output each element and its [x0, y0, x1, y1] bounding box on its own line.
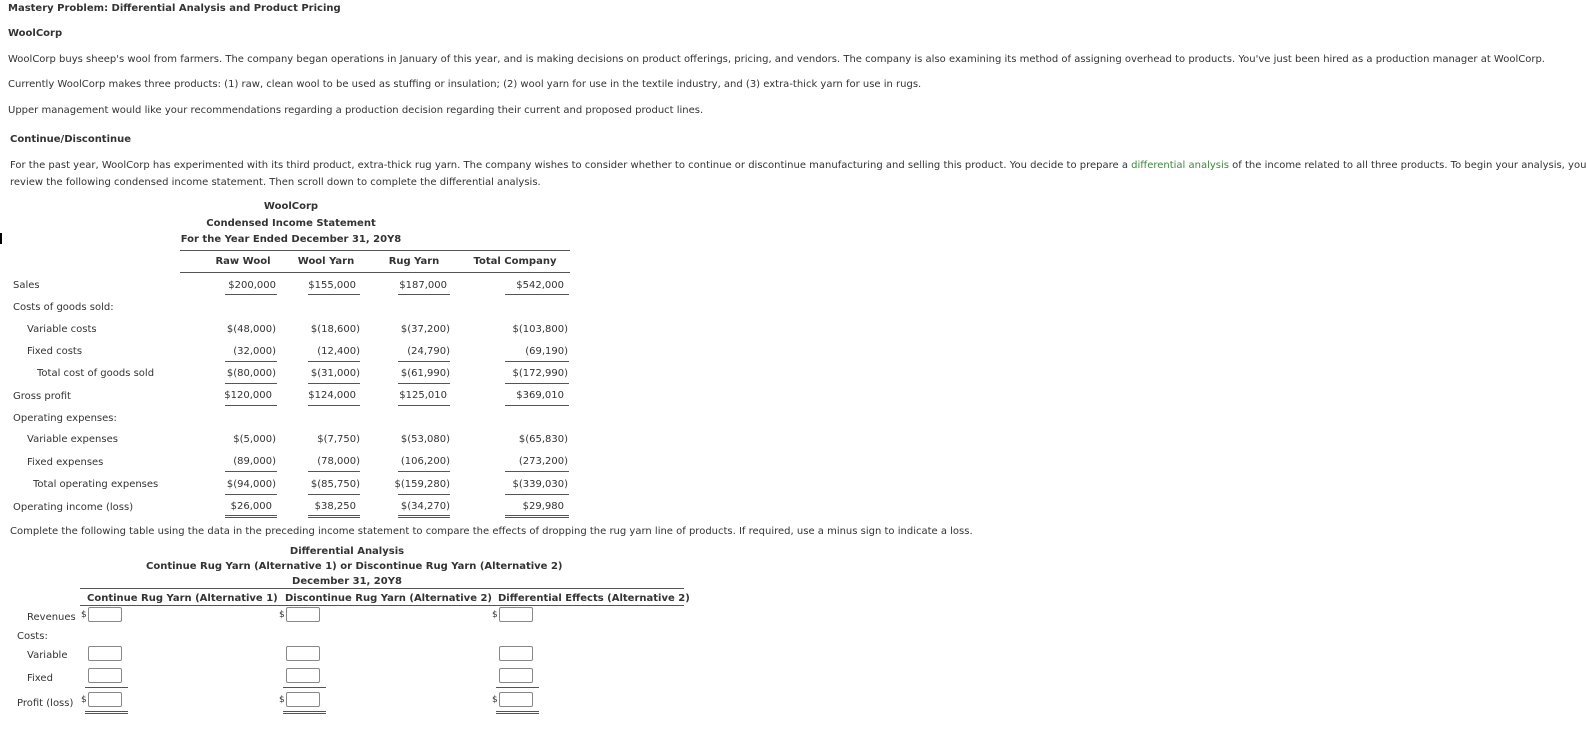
- row-label-total-cogs: Total cost of goods sold: [37, 368, 155, 379]
- var-costs-wool-yarn: $(18,600): [310, 324, 360, 335]
- rule-fixed-1: [85, 687, 128, 688]
- rule-fc-2: [308, 361, 360, 362]
- col-rug-yarn: Rug Yarn: [388, 256, 440, 267]
- rule-oi-2b: [308, 517, 360, 518]
- rule-sales-2: [308, 294, 360, 295]
- rule-sales-3: [398, 294, 450, 295]
- section-paragraph-line2: review the following condensed income statement. Then scroll down to complete the differential analysis.: [10, 177, 541, 188]
- diff-label-variable: Variable: [27, 650, 68, 661]
- instruction-text: Complete the following table using the data in the preceding income statement to compare the effects of dropping the rug yarn line of products. If required, use a minus sign to indicate a loss.: [10, 526, 973, 537]
- total-cogs-rug-yarn: $(61,990): [400, 368, 450, 379]
- is-title-period: For the Year Ended December 31, 20Y8: [180, 234, 402, 245]
- var-costs-total: $(103,800): [512, 324, 568, 335]
- rule-sales-1: [225, 294, 277, 295]
- fixed-exp-total: (273,200): [518, 456, 568, 467]
- total-cogs-raw-wool: $(80,000): [226, 368, 276, 379]
- gross-profit-wool-yarn: $124,000: [308, 390, 356, 401]
- rule-profit-2a: [283, 711, 326, 712]
- rule-gp-3: [398, 405, 450, 406]
- company-heading: WoolCorp: [8, 28, 63, 39]
- rule-to-4: [505, 494, 569, 495]
- rule-oi-1b: [225, 517, 277, 518]
- row-label-op-income: Operating income (loss): [13, 502, 134, 513]
- row-label-var-exp: Variable expenses: [27, 434, 118, 445]
- total-cogs-total: $(172,990): [512, 368, 568, 379]
- rule-fc-3: [398, 361, 450, 362]
- variable-alt2-input[interactable]: [286, 646, 320, 661]
- diff-label-revenues: Revenues: [27, 612, 76, 623]
- row-label-sales: Sales: [13, 280, 40, 291]
- var-costs-rug-yarn: $(37,200): [400, 324, 450, 335]
- diff-title: Differential Analysis: [289, 546, 405, 557]
- revenues-alt2-input[interactable]: [286, 607, 320, 622]
- rule-fixed-3: [496, 687, 539, 688]
- variable-effect-input[interactable]: [499, 646, 533, 661]
- sales-wool-yarn: $155,000: [308, 280, 356, 291]
- rule-fixed-2: [283, 687, 326, 688]
- row-label-opex: Operating expenses:: [13, 413, 117, 424]
- rule-gp-1: [225, 405, 277, 406]
- rule-sales-4: [505, 294, 569, 295]
- fixed-costs-raw-wool: (32,000): [233, 346, 276, 357]
- total-opex-rug-yarn: $(159,280): [394, 479, 450, 490]
- row-label-fixed-exp: Fixed expenses: [27, 457, 104, 468]
- fixed-costs-total: (69,190): [525, 346, 568, 357]
- is-colhdr-rule: [180, 272, 570, 273]
- diff-label-profit: Profit (loss): [17, 698, 74, 709]
- diff-subtitle: Continue Rug Yarn (Alternative 1) or Discontinue Rug Yarn (Alternative 2): [146, 561, 563, 572]
- profit-effect-input[interactable]: [499, 692, 533, 707]
- rule-oi-3a: [398, 515, 450, 516]
- diff-header-rule: [80, 588, 684, 589]
- diff-col-effects: Differential Effects (Alternative 2): [498, 593, 690, 604]
- profit-alt1-input[interactable]: [88, 692, 122, 707]
- sales-rug-yarn: $187,000: [399, 280, 447, 291]
- rule-profit-3a: [496, 711, 539, 712]
- rule-fe-4: [505, 471, 569, 472]
- section-text-after: of the income related to all three products. To begin your analysis, you: [1229, 160, 1586, 171]
- profit-dollar-3: $: [492, 695, 498, 705]
- rule-to-3: [398, 494, 450, 495]
- is-title-statement: Condensed Income Statement: [206, 218, 376, 229]
- intro-paragraph-2: Currently WoolCorp makes three products: (1) raw, clean wool to be used as stuffing or insulation; (2) wool yarn for use in the textile industry, and (3) extra-thick yarn for use in rugs.: [8, 79, 922, 90]
- diff-date: December 31, 20Y8: [292, 576, 402, 587]
- row-label-gross-profit: Gross profit: [13, 391, 71, 402]
- fixed-alt2-input[interactable]: [286, 668, 320, 683]
- diff-col-continue: Continue Rug Yarn (Alternative 1): [87, 593, 278, 604]
- fixed-exp-wool-yarn: (78,000): [317, 456, 360, 467]
- rule-profit-1b: [85, 713, 128, 714]
- op-income-raw-wool: $26,000: [230, 501, 272, 512]
- revenues-effect-input[interactable]: [499, 607, 533, 622]
- rule-profit-3b: [496, 713, 539, 714]
- profit-alt2-input[interactable]: [286, 692, 320, 707]
- rule-oi-3b: [398, 517, 450, 518]
- row-label-fixed-costs: Fixed costs: [27, 346, 83, 357]
- diff-col-discontinue: Discontinue Rug Yarn (Alternative 2): [285, 593, 492, 604]
- fixed-costs-rug-yarn: (24,790): [407, 346, 450, 357]
- op-income-total: $29,980: [522, 501, 564, 512]
- section-text-before: For the past year, WoolCorp has experimented with its third product, extra-thick rug yarn. The company wishes to consider whether to continue or discontinue manufacturing and selling this product. You decide to prepare a: [10, 160, 1132, 171]
- total-cogs-wool-yarn: $(31,000): [310, 368, 360, 379]
- sales-raw-wool: $200,000: [228, 280, 276, 291]
- is-header-rule: [180, 250, 570, 251]
- rule-tc-3: [398, 383, 450, 384]
- section-paragraph: [10, 160, 1586, 171]
- revenues-dollar-1: $: [81, 610, 87, 620]
- diff-colhdr-rule: [80, 605, 684, 606]
- sales-total: $542,000: [516, 280, 564, 291]
- fixed-effect-input[interactable]: [499, 668, 533, 683]
- rule-tc-1: [225, 383, 277, 384]
- var-exp-wool-yarn: $(7,750): [317, 434, 360, 445]
- profit-dollar-1: $: [81, 695, 87, 705]
- col-wool-yarn: Wool Yarn: [297, 256, 355, 267]
- rule-tc-2: [308, 383, 360, 384]
- rule-oi-4a: [505, 515, 569, 516]
- variable-alt1-input[interactable]: [88, 646, 122, 661]
- total-opex-total: $(339,030): [512, 479, 568, 490]
- op-income-wool-yarn: $38,250: [314, 501, 356, 512]
- intro-paragraph-1: WoolCorp buys sheep's wool from farmers. The company began operations in January of this year, and is making decisions on product offerings, pricing, and vendors. The company is also examining its method of assigning overhead to products. You've just been hired as a production manager at WoolCorp.: [8, 54, 1545, 65]
- gross-profit-total: $369,010: [516, 390, 564, 401]
- profit-dollar-2: $: [279, 695, 285, 705]
- rule-gp-2: [308, 405, 360, 406]
- is-title-company: WoolCorp: [263, 201, 319, 212]
- total-opex-wool-yarn: $(85,750): [310, 479, 360, 490]
- row-label-var-costs: Variable costs: [27, 324, 97, 335]
- fixed-costs-wool-yarn: (12,400): [317, 346, 360, 357]
- section-title: Continue/Discontinue: [10, 134, 132, 145]
- page-title: Mastery Problem: Differential Analysis and Product Pricing: [8, 3, 341, 14]
- diff-label-fixed: Fixed: [27, 673, 53, 684]
- fixed-exp-rug-yarn: (106,200): [400, 456, 450, 467]
- left-marker: [0, 233, 2, 244]
- rule-oi-2a: [308, 515, 360, 516]
- gross-profit-rug-yarn: $125,010: [399, 390, 447, 401]
- var-costs-raw-wool: $(48,000): [226, 324, 276, 335]
- var-exp-total: $(65,830): [518, 434, 568, 445]
- gross-profit-raw-wool: $120,000: [224, 390, 272, 401]
- differential-analysis-link[interactable]: differential analysis: [1131, 160, 1229, 171]
- rule-to-2: [308, 494, 360, 495]
- rule-fe-2: [308, 471, 360, 472]
- rule-fe-1: [225, 471, 277, 472]
- revenues-dollar-2: $: [279, 610, 285, 620]
- rule-gp-4: [505, 405, 569, 406]
- rule-fc-4: [505, 361, 569, 362]
- revenues-dollar-3: $: [492, 610, 498, 620]
- rule-profit-1a: [85, 711, 128, 712]
- rule-profit-2b: [283, 713, 326, 714]
- revenues-alt1-input[interactable]: [88, 607, 122, 622]
- rule-to-1: [225, 494, 277, 495]
- rule-oi-4b: [505, 517, 569, 518]
- fixed-exp-raw-wool: (89,000): [233, 456, 276, 467]
- col-raw-wool: Raw Wool: [215, 256, 271, 267]
- rule-oi-1a: [225, 515, 277, 516]
- rule-fc-1: [225, 361, 277, 362]
- col-total-company: Total Company: [473, 256, 557, 267]
- row-label-total-opex: Total operating expenses: [33, 479, 159, 490]
- row-label-cogs: Costs of goods sold:: [13, 302, 114, 313]
- intro-paragraph-3: Upper management would like your recommendations regarding a production decision regarding their current and proposed product lines.: [8, 105, 704, 116]
- rule-tc-4: [505, 383, 569, 384]
- var-exp-rug-yarn: $(53,080): [400, 434, 450, 445]
- rule-fe-3: [398, 471, 450, 472]
- var-exp-raw-wool: $(5,000): [233, 434, 276, 445]
- op-income-rug-yarn: $(34,270): [400, 501, 450, 512]
- fixed-alt1-input[interactable]: [88, 668, 122, 683]
- diff-label-costs: Costs:: [17, 631, 48, 642]
- total-opex-raw-wool: $(94,000): [226, 479, 276, 490]
